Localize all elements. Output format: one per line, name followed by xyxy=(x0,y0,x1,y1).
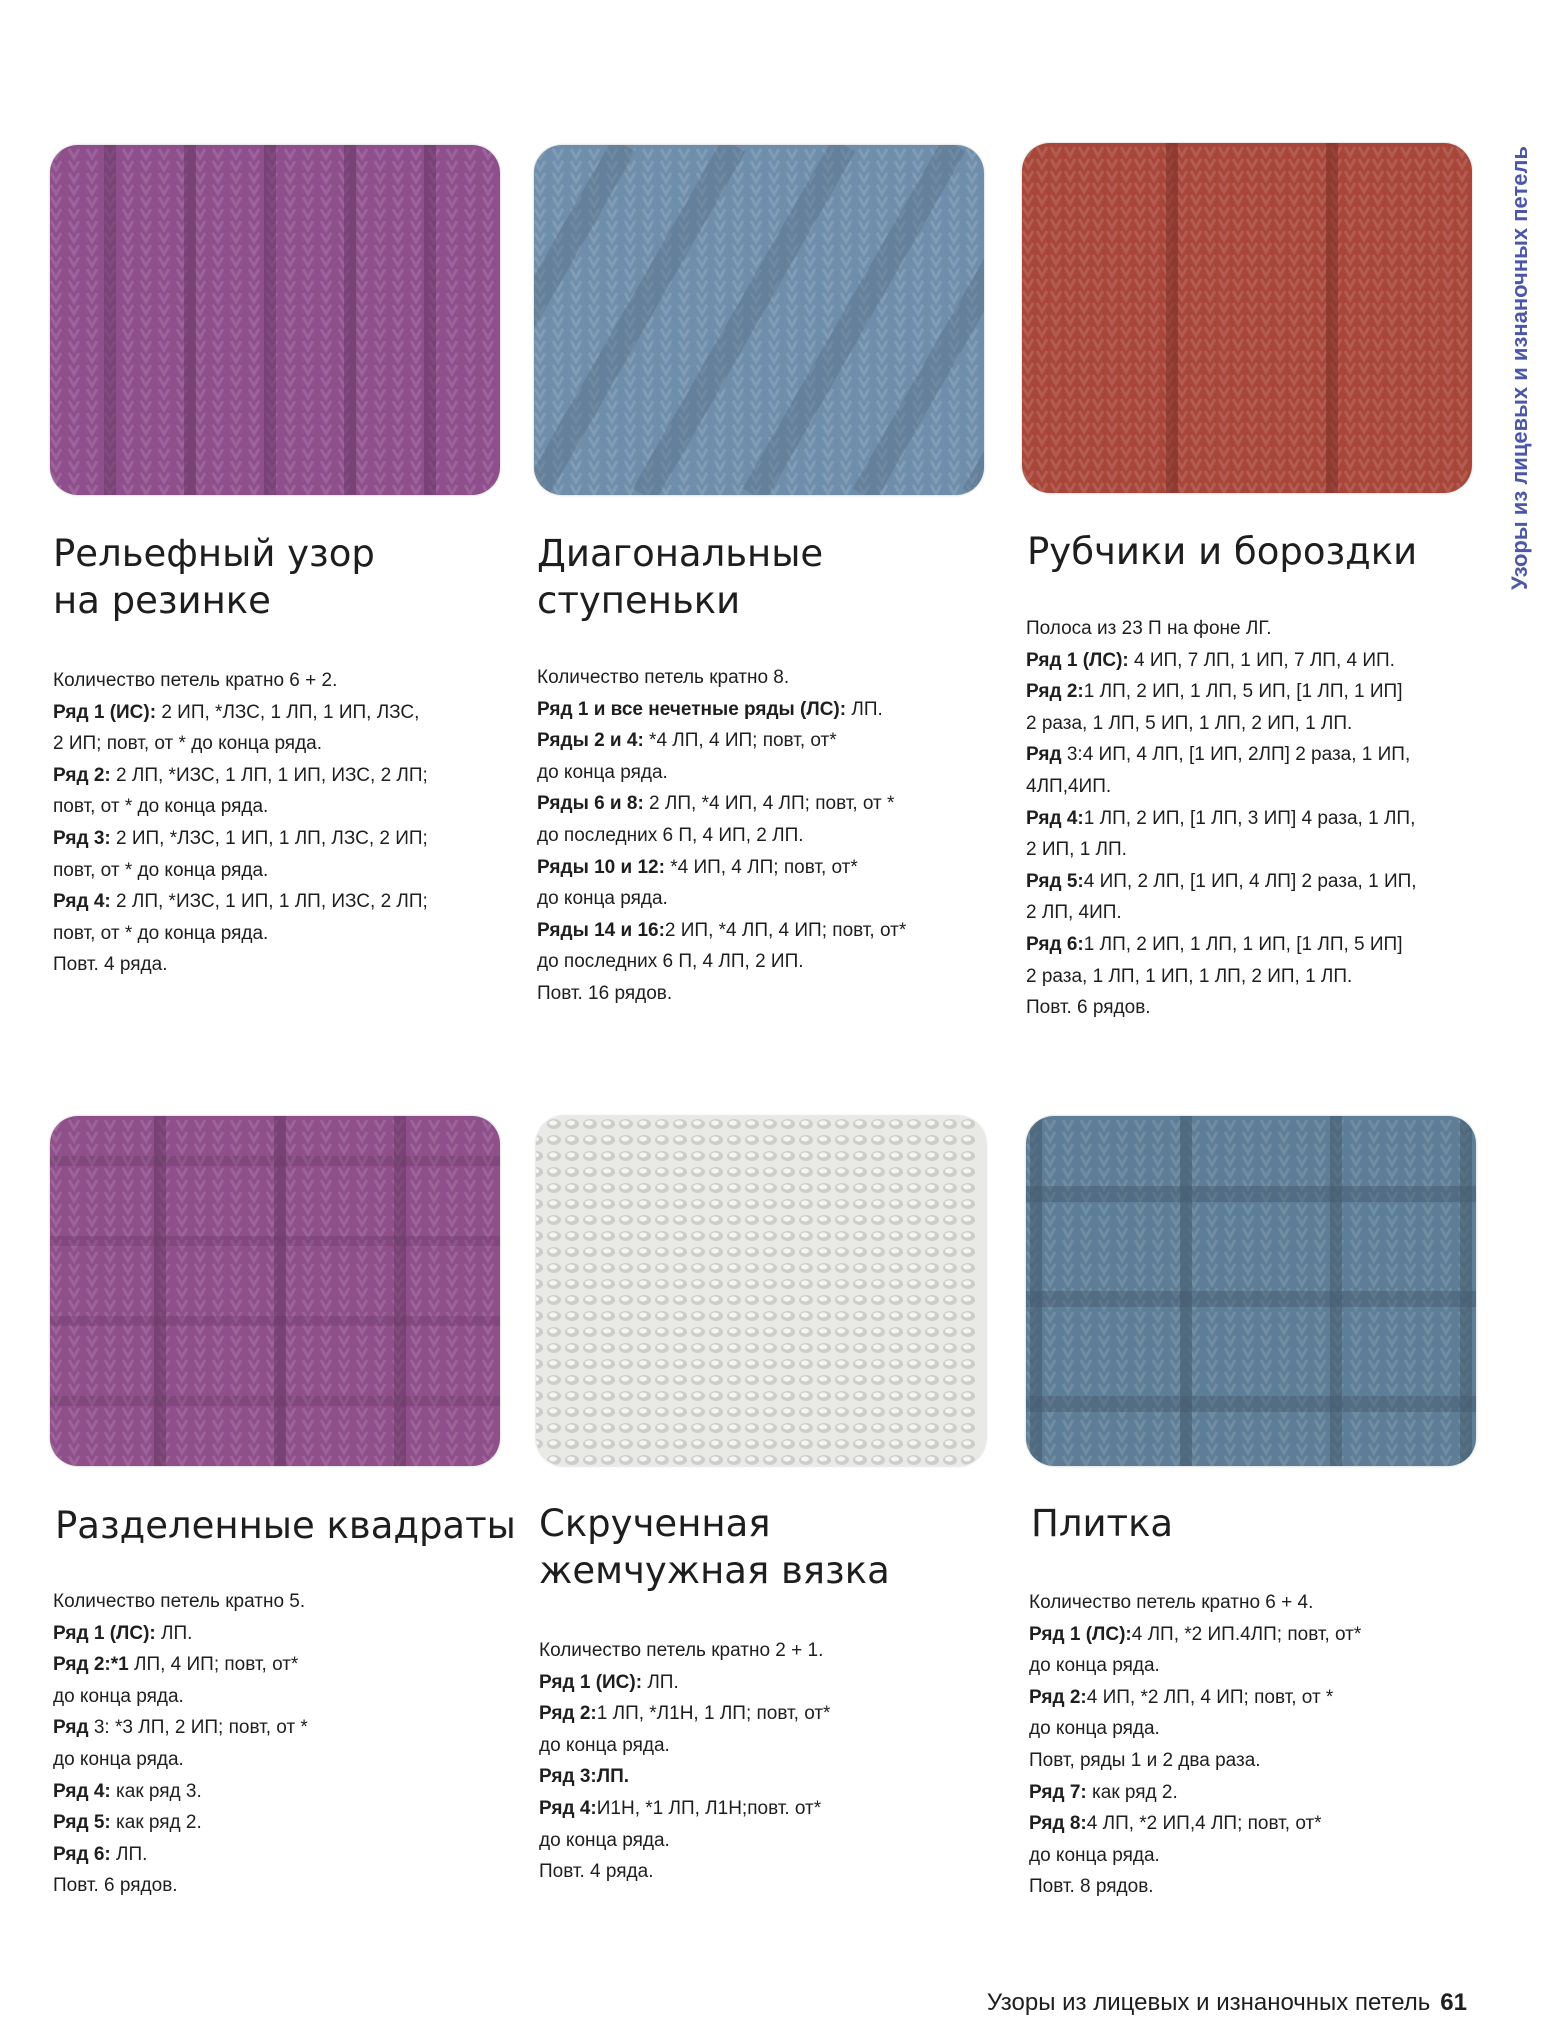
instruction-line xyxy=(537,788,1007,820)
instruction-text: 2 ИП; повт, от * до конца ряда. xyxy=(53,733,323,755)
row-label: Ряд 4: xyxy=(539,1797,597,1819)
instruction-text: повт, от * до конца ряда. xyxy=(53,922,269,944)
row-label: Ряд 8: xyxy=(1029,1813,1087,1835)
row-label: Ряд 6: xyxy=(53,1843,111,1865)
instruction-line xyxy=(537,694,1007,726)
instruction-line xyxy=(1029,1777,1499,1809)
instruction-line xyxy=(539,1635,1009,1667)
instruction-line xyxy=(53,760,523,792)
instruction-line xyxy=(1026,803,1496,835)
pattern-title-line: Скрученная xyxy=(539,1502,771,1545)
instruction-line xyxy=(1029,1745,1499,1777)
instruction-text: 4 ИП, 2 ЛП, [1 ИП, 4 ЛП] 2 раза, 1 ИП, xyxy=(1083,870,1417,892)
instruction-line xyxy=(53,1586,523,1618)
instruction-line xyxy=(1026,834,1496,866)
instruction-line xyxy=(537,725,1007,757)
instruction-line xyxy=(539,1793,1009,1825)
instruction-text: до конца ряда. xyxy=(537,761,668,783)
instruction-line xyxy=(53,1839,523,1871)
row-label: Ряд 1 и все нечетные ряды (ЛС): xyxy=(537,698,847,720)
pattern-title xyxy=(537,530,1007,624)
instruction-text: *4 ЛП, 4 ИП; повт, от* xyxy=(643,730,837,752)
instruction-line xyxy=(539,1730,1009,1762)
pattern-title xyxy=(53,530,523,624)
instruction-text: Полоса из 23 П на фоне ЛГ. xyxy=(1026,618,1272,639)
pattern-title-line: Рельефный узор xyxy=(53,532,375,575)
swatch-photo xyxy=(534,145,984,495)
row-label: Ряд 4: xyxy=(53,1780,111,1802)
instruction-line xyxy=(537,852,1007,884)
instruction-text: Повт. 8 рядов. xyxy=(1029,1876,1154,1898)
swatch-photo xyxy=(1022,143,1472,493)
pattern-title-line: на резинке xyxy=(53,579,271,622)
instruction-line xyxy=(1026,676,1496,708)
row-label: Ряд 1 (ЛС): xyxy=(1026,649,1129,671)
pattern-title-line: Диагональные xyxy=(537,532,824,575)
row-label: Ряд 5: xyxy=(53,1812,111,1834)
row-label: Ряд 5: xyxy=(1026,870,1084,892)
row-label: Ряд 6: xyxy=(1026,933,1084,955)
instruction-text: Повт. 6 рядов. xyxy=(1026,997,1151,1019)
instruction-text: 1 ЛП, 2 ИП, 1 ЛП, 1 ИП, [1 ЛП, 5 ИП] xyxy=(1083,933,1403,955)
instruction-line xyxy=(53,1870,523,1902)
row-label: Ряд 2: xyxy=(539,1703,597,1725)
instruction-text: Повт. 4 ряда. xyxy=(539,1861,654,1883)
instruction-line xyxy=(539,1698,1009,1730)
row-label: Ряд 1 (ЛС): xyxy=(1029,1623,1132,1645)
instruction-line xyxy=(53,665,523,697)
instruction-text: Количество петель кратно 8. xyxy=(537,667,790,688)
instruction-text: повт, от * до конца ряда. xyxy=(53,796,269,818)
instruction-line xyxy=(53,697,523,729)
side-label: Узоры из лицевых и изнаночных петель xyxy=(1507,146,1532,590)
instruction-text: 3: *3 ЛП, 2 ИП; повт, от * xyxy=(88,1717,308,1739)
instruction-line xyxy=(53,918,523,950)
row-label: Ряд 1 (ЛС): xyxy=(53,1622,156,1644)
instruction-line xyxy=(53,1712,523,1744)
knit-texture xyxy=(536,1116,986,1466)
knit-texture xyxy=(1022,143,1472,493)
swatch-photo xyxy=(50,1116,500,1466)
instruction-line xyxy=(1026,961,1496,993)
row-label: Ряды 2 и 4: xyxy=(537,730,644,752)
instruction-line xyxy=(1029,1871,1499,1903)
instruction-text: 2 ЛП, *ИЗС, 1 ЛП, 1 ИП, ИЗС, 2 ЛП; xyxy=(110,764,428,786)
instruction-text: ЛП. xyxy=(846,698,883,720)
instruction-line xyxy=(1026,866,1496,898)
instruction-text: до конца ряда. xyxy=(1029,1718,1160,1740)
instruction-text: 2 ИП, *4 ЛП, 4 ИП; повт, от* xyxy=(664,919,907,941)
instruction-text: 4 ИП, 7 ЛП, 1 ИП, 7 ЛП, 4 ИП. xyxy=(1128,649,1395,671)
instruction-text: ЛП. xyxy=(642,1671,679,1693)
row-label: Ряд xyxy=(1026,744,1062,766)
instruction-text: Количество петель кратно 6 + 4. xyxy=(1029,1592,1314,1613)
instruction-line xyxy=(53,823,523,855)
instruction-text: ЛП. xyxy=(155,1622,193,1644)
instruction-text: как ряд 2. xyxy=(110,1812,202,1834)
instruction-text: Количество петель кратно 6 + 2. xyxy=(53,670,338,691)
instruction-text: до последних 6 П, 4 ЛП, 2 ИП. xyxy=(537,951,804,973)
instruction-line xyxy=(537,662,1007,694)
row-label: Ряд 2: xyxy=(53,764,111,786)
instruction-text: 4 ЛП, *2 ИП,4 ЛП; повт, от* xyxy=(1086,1813,1322,1835)
instruction-line xyxy=(537,883,1007,915)
instruction-text: 4 ИП, *2 ЛП, 4 ИП; повт, от * xyxy=(1086,1686,1334,1708)
page-number: 61 xyxy=(1440,1989,1467,2016)
instruction-line xyxy=(53,949,523,981)
instruction-text: 2 раза, 1 ЛП, 1 ИП, 1 ЛП, 2 ИП, 1 ЛП. xyxy=(1026,965,1353,987)
row-label: Ряд 2:*1 xyxy=(53,1654,129,1676)
pattern-instructions xyxy=(537,662,1007,1010)
pattern-title-line: Плитка xyxy=(1031,1502,1174,1545)
instruction-line xyxy=(539,1667,1009,1699)
instruction-line xyxy=(53,855,523,887)
instruction-text: как ряд 2. xyxy=(1086,1781,1178,1803)
instruction-line xyxy=(1029,1713,1499,1745)
instruction-text: Количество петель кратно 2 + 1. xyxy=(539,1640,824,1661)
instruction-text: до конца ряда. xyxy=(539,1734,670,1756)
pattern-instructions xyxy=(53,1586,523,1902)
instruction-text: 2 ЛП, *ИЗС, 1 ИП, 1 ЛП, ИЗС, 2 ЛП; xyxy=(110,891,428,913)
row-label: Ряд xyxy=(53,1717,89,1739)
swatch-photo xyxy=(1026,1116,1476,1466)
instruction-line xyxy=(1026,645,1496,677)
row-label: Ряд 4: xyxy=(1026,807,1084,829)
knit-texture xyxy=(534,145,984,495)
instruction-line xyxy=(53,1776,523,1808)
instruction-line xyxy=(537,946,1007,978)
swatch-photo xyxy=(536,1116,986,1466)
instruction-line xyxy=(53,1618,523,1650)
instruction-text: ЛП, 4 ИП; повт, от* xyxy=(128,1654,299,1676)
instruction-line xyxy=(1026,739,1496,771)
knit-texture xyxy=(50,1116,500,1466)
row-label: Ряд 3: xyxy=(53,827,111,849)
row-label: Ряд 3:ЛП. xyxy=(539,1766,630,1788)
instruction-text: 2 ИП, *ЛЗС, 1 ИП, 1 ЛП, ЛЗС, 2 ИП; xyxy=(110,827,428,849)
pattern-title xyxy=(1027,528,1497,575)
instruction-text: 2 ЛП, 4ИП. xyxy=(1026,902,1122,924)
instruction-line xyxy=(537,915,1007,947)
instruction-line xyxy=(539,1825,1009,1857)
row-label: Ряд 2: xyxy=(1026,681,1084,703)
row-label: Ряды 6 и 8: xyxy=(537,793,644,815)
instruction-text: 2 ИП, 1 ЛП. xyxy=(1026,839,1127,861)
instruction-line xyxy=(53,1649,523,1681)
instruction-line xyxy=(1029,1808,1499,1840)
instruction-line xyxy=(53,886,523,918)
pattern-title xyxy=(539,1500,1009,1594)
instruction-text: 1 ЛП, 2 ИП, [1 ЛП, 3 ИП] 4 раза, 1 ЛП, xyxy=(1083,807,1416,829)
instruction-text: 2 ИП, *ЛЗС, 1 ЛП, 1 ИП, ЛЗС, xyxy=(156,701,420,723)
row-label: Ряд 7: xyxy=(1029,1781,1087,1803)
pattern-title-line: ступеньки xyxy=(537,579,741,622)
pattern-title-line: жемчужная вязка xyxy=(539,1549,890,1592)
instruction-text: 2 раза, 1 ЛП, 5 ИП, 1 ЛП, 2 ИП, 1 ЛП. xyxy=(1026,712,1353,734)
instruction-text: 1 ЛП, *Л1Н, 1 ЛП; повт, от* xyxy=(596,1703,831,1725)
instruction-line xyxy=(1026,613,1496,645)
instruction-text: *4 ИП, 4 ЛП; повт, от* xyxy=(664,856,858,878)
instruction-line xyxy=(1026,897,1496,929)
instruction-text: Количество петель кратно 5. xyxy=(53,1591,306,1612)
instruction-line xyxy=(539,1761,1009,1793)
pattern-title-line: Разделенные квадраты xyxy=(55,1504,516,1547)
instruction-line xyxy=(1029,1587,1499,1619)
instruction-text: как ряд 3. xyxy=(110,1780,202,1802)
instruction-line xyxy=(1026,771,1496,803)
row-label: Ряды 10 и 12: xyxy=(537,856,665,878)
instruction-text: 3:4 ИП, 4 ЛП, [1 ИП, 2ЛП] 2 раза, 1 ИП, xyxy=(1061,744,1411,766)
instruction-line xyxy=(1029,1682,1499,1714)
instruction-text: до конца ряда. xyxy=(539,1829,670,1851)
instruction-text: до последних 6 П, 4 ИП, 2 ЛП. xyxy=(537,824,804,846)
pattern-title xyxy=(55,1502,525,1549)
instruction-line xyxy=(537,978,1007,1010)
instruction-line xyxy=(537,820,1007,852)
instruction-line xyxy=(539,1856,1009,1888)
instruction-text: 4 ЛП, *2 ИП.4ЛП; повт, от* xyxy=(1131,1623,1362,1645)
page-footer xyxy=(987,1988,1467,2018)
instruction-line xyxy=(53,728,523,760)
instruction-text: 1 ЛП, 2 ИП, 1 ЛП, 5 ИП, [1 ЛП, 1 ИП] xyxy=(1083,681,1403,703)
knit-texture xyxy=(1026,1116,1476,1466)
instruction-line xyxy=(537,757,1007,789)
row-label: Ряд 4: xyxy=(53,891,111,913)
pattern-instructions xyxy=(1026,613,1496,1024)
row-label: Ряд 1 (ИС): xyxy=(53,701,157,723)
instruction-line xyxy=(1026,929,1496,961)
instruction-text: до конца ряда. xyxy=(537,888,668,910)
instruction-text: ЛП. xyxy=(110,1843,148,1865)
pattern-instructions xyxy=(539,1635,1009,1888)
pattern-title xyxy=(1031,1500,1501,1547)
instruction-line xyxy=(1029,1650,1499,1682)
instruction-text: Повт. 4 ряда. xyxy=(53,954,168,976)
instruction-text: Повт. 16 рядов. xyxy=(537,982,673,1004)
swatch-photo xyxy=(50,145,500,495)
row-label: Ряд 1 (ИС): xyxy=(539,1671,643,1693)
instruction-line xyxy=(1026,992,1496,1024)
instruction-text: Повт, ряды 1 и 2 два раза. xyxy=(1029,1749,1261,1771)
instruction-text: 2 ЛП, *4 ИП, 4 ЛП; повт, от * xyxy=(643,793,895,815)
footer-section-title: Узоры из лицевых и изнаночных петель xyxy=(986,1989,1431,2016)
pattern-instructions xyxy=(1029,1587,1499,1903)
pattern-title-line: Рубчики и бороздки xyxy=(1027,530,1418,573)
row-label: Ряды 14 и 16: xyxy=(537,919,665,941)
instruction-text: Повт. 6 рядов. xyxy=(53,1875,178,1897)
instruction-line xyxy=(53,1744,523,1776)
instruction-text: до конца ряда. xyxy=(53,1748,184,1770)
instruction-line xyxy=(1029,1619,1499,1651)
instruction-line xyxy=(1029,1840,1499,1872)
instruction-line xyxy=(53,791,523,823)
pattern-instructions xyxy=(53,665,523,981)
knit-texture xyxy=(50,145,500,495)
instruction-line xyxy=(53,1681,523,1713)
instruction-text: И1Н, *1 ЛП, Л1Н;повт. от* xyxy=(596,1797,822,1819)
instruction-text: до конца ряда. xyxy=(53,1685,184,1707)
instruction-line xyxy=(1026,708,1496,740)
instruction-line xyxy=(53,1807,523,1839)
instruction-text: до конца ряда. xyxy=(1029,1844,1160,1866)
row-label: Ряд 2: xyxy=(1029,1686,1087,1708)
instruction-text: 4ЛП,4ИП. xyxy=(1026,775,1112,797)
instruction-text: повт, от * до конца ряда. xyxy=(53,859,269,881)
instruction-text: до конца ряда. xyxy=(1029,1655,1160,1677)
